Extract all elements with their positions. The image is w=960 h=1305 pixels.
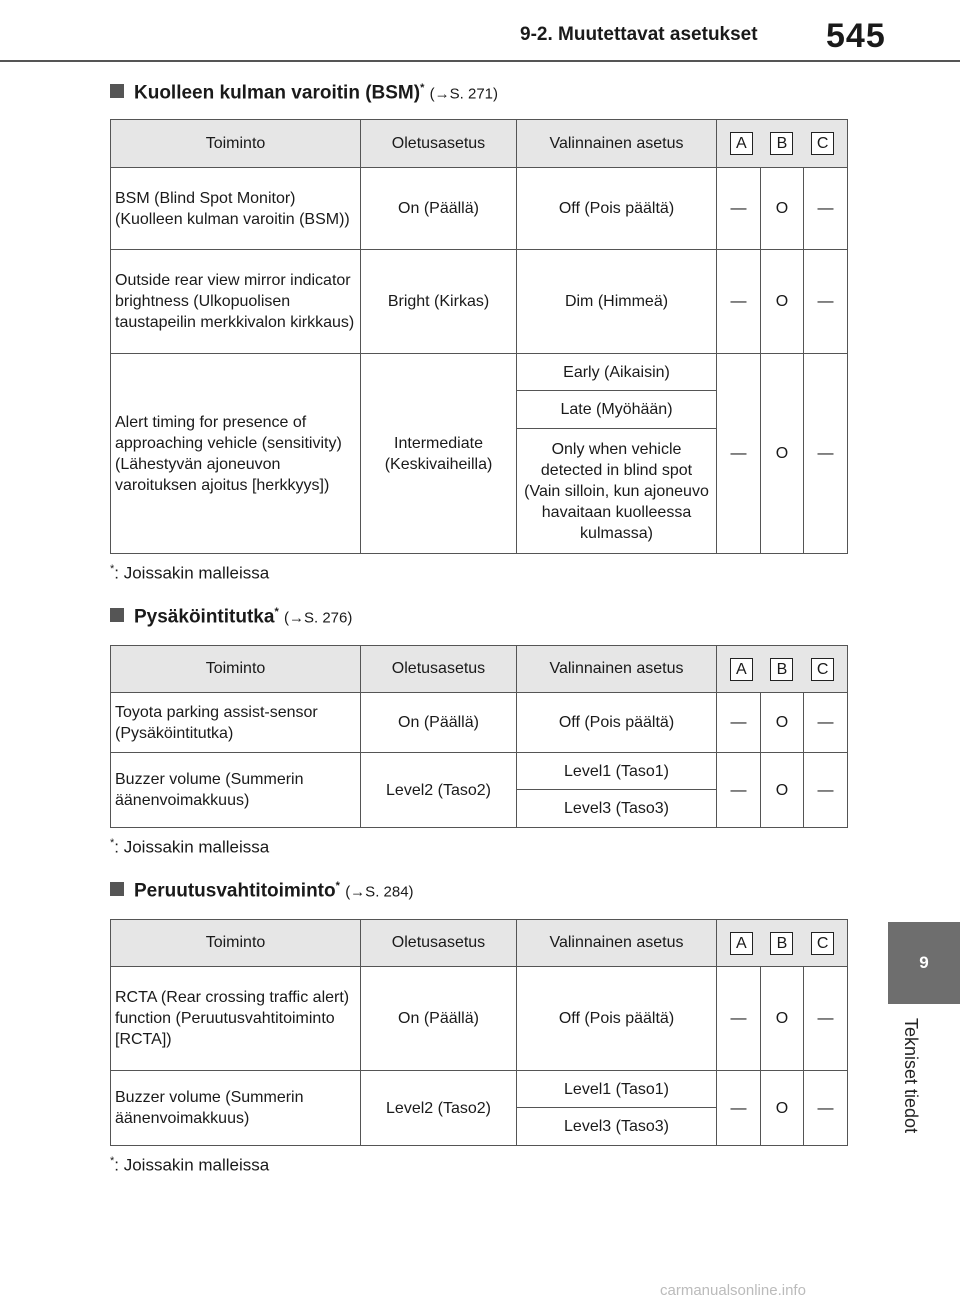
cell-c: — (804, 168, 848, 250)
chapter-tab[interactable] (888, 922, 960, 1004)
cell-option: Late (Myöhään) (517, 391, 717, 429)
cell-c: — (804, 250, 848, 354)
header-options: Valinnainen asetus (517, 646, 717, 693)
cell-option: Early (Aikaisin) (517, 354, 717, 391)
header-abc (717, 646, 848, 693)
table-row (111, 1071, 848, 1108)
cell-default: Bright (Kirkas) (361, 250, 517, 354)
cell-b: O (761, 753, 804, 828)
cell-option: Level3 (Taso3) (517, 1108, 717, 1146)
footnote: *: Joissakin malleissa (110, 563, 270, 583)
watermark: carmanualsonline.info (660, 1282, 806, 1299)
table-row (111, 693, 848, 753)
cell-function: Toyota parking assist-sensor (Pysäköintitutka) (111, 693, 361, 753)
cell-default: Intermediate (Keskivaiheilla) (361, 354, 517, 554)
header-abc (717, 920, 848, 967)
table-row (111, 168, 848, 250)
cell-option: Level3 (Taso3) (517, 790, 717, 828)
cell-function: Buzzer volume (Summerin äänenvoimakkuus) (111, 753, 361, 828)
cell-a: — (717, 168, 761, 250)
page-number: 545 (826, 17, 886, 55)
cell-function: BSM (Blind Spot Monitor) (Kuolleen kulman varoitin (BSM)) (111, 168, 361, 250)
cell-b: O (761, 1071, 804, 1146)
section-title-bsm: Kuolleen kulman varoitin (BSM)* (→S. 271) (110, 82, 498, 104)
cell-option: Only when vehicle detected in blind spot (Vain silloin, kun ajoneuvo havaitaan kuolleessa kulmassa) (517, 429, 717, 554)
cell-default: Level2 (Taso2) (361, 1071, 517, 1146)
cell-a: — (717, 250, 761, 354)
cell-c: — (804, 354, 848, 554)
square-bullet-icon (110, 608, 124, 622)
settings-table-rcta (110, 919, 848, 1146)
badge-b: B (770, 658, 793, 681)
cell-option: Level1 (Taso1) (517, 1071, 717, 1108)
page-reference-link[interactable]: (→S. 276) (284, 609, 353, 627)
cell-c: — (804, 1071, 848, 1146)
chapter-label: Tekniset tiedot (901, 1018, 921, 1134)
page-reference-link[interactable]: (→S. 271) (429, 85, 499, 103)
cell-option: Level1 (Taso1) (517, 753, 717, 790)
section-title-parking-sensor: Pysäköintitutka* (→S. 276) (110, 606, 352, 628)
cell-option: Dim (Himmeä) (517, 250, 717, 354)
badge-c: C (811, 932, 834, 955)
header-default: Oletusasetus (361, 646, 517, 693)
settings-table-bsm (110, 119, 848, 554)
header-default: Oletusasetus (361, 120, 517, 168)
badge-c: C (811, 132, 834, 155)
cell-default: Level2 (Taso2) (361, 753, 517, 828)
cell-a: — (717, 354, 761, 554)
square-bullet-icon (110, 882, 124, 896)
settings-table-parking-sensor (110, 645, 848, 828)
header-abc (717, 120, 848, 168)
cell-a: — (717, 1071, 761, 1146)
badge-a: A (730, 658, 753, 681)
header-options: Valinnainen asetus (517, 120, 717, 168)
cell-function: Alert timing for presence of approaching vehicle (sensitivity) (Lähestyvän ajoneuvon varoituksen ajoitus [herkkyys]) (111, 354, 361, 554)
cell-a: — (717, 753, 761, 828)
cell-option: Off (Pois päältä) (517, 693, 717, 753)
cell-function: Buzzer volume (Summerin äänenvoimakkuus) (111, 1071, 361, 1146)
header-function: Toiminto (111, 646, 361, 693)
cell-default: On (Päällä) (361, 168, 517, 250)
cell-b: O (761, 967, 804, 1071)
header-options: Valinnainen asetus (517, 920, 717, 967)
square-bullet-icon (110, 84, 124, 98)
cell-function: RCTA (Rear crossing traffic alert) function (Peruutusvahtitoiminto [RCTA]) (111, 967, 361, 1071)
badge-b: B (770, 932, 793, 955)
cell-a: — (717, 693, 761, 753)
page-reference-link[interactable]: (→S. 284) (345, 883, 414, 901)
table-row (111, 354, 848, 391)
header-default: Oletusasetus (361, 920, 517, 967)
cell-default: On (Päällä) (361, 693, 517, 753)
cell-function: Outside rear view mirror indicator brightness (Ulkopuolisen taustapeilin merkkivalon kirkkaus) (111, 250, 361, 354)
footnote: *: Joissakin malleissa (110, 1155, 270, 1175)
badge-b: B (770, 132, 793, 155)
footnote: *: Joissakin malleissa (110, 837, 270, 857)
cell-option: Off (Pois päältä) (517, 967, 717, 1071)
badge-a: A (730, 132, 753, 155)
badge-a: A (730, 932, 753, 955)
section-title-rcta: Peruutusvahtitoiminto* (→S. 284) (110, 880, 414, 902)
badge-c: C (811, 658, 834, 681)
cell-b: O (761, 354, 804, 554)
cell-c: — (804, 693, 848, 753)
cell-b: O (761, 168, 804, 250)
cell-b: O (761, 250, 804, 354)
header-function: Toiminto (111, 920, 361, 967)
cell-default: On (Päällä) (361, 967, 517, 1071)
table-row (111, 250, 848, 354)
section-heading: 9-2. Muutettavat asetukset (520, 24, 758, 45)
cell-b: O (761, 693, 804, 753)
cell-c: — (804, 753, 848, 828)
cell-option: Off (Pois päältä) (517, 168, 717, 250)
page-header (0, 0, 960, 62)
cell-a: — (717, 967, 761, 1071)
header-function: Toiminto (111, 120, 361, 168)
table-row (111, 967, 848, 1071)
cell-c: — (804, 967, 848, 1071)
chapter-number: 9 (919, 953, 929, 972)
table-row (111, 753, 848, 790)
header-divider (0, 60, 960, 62)
